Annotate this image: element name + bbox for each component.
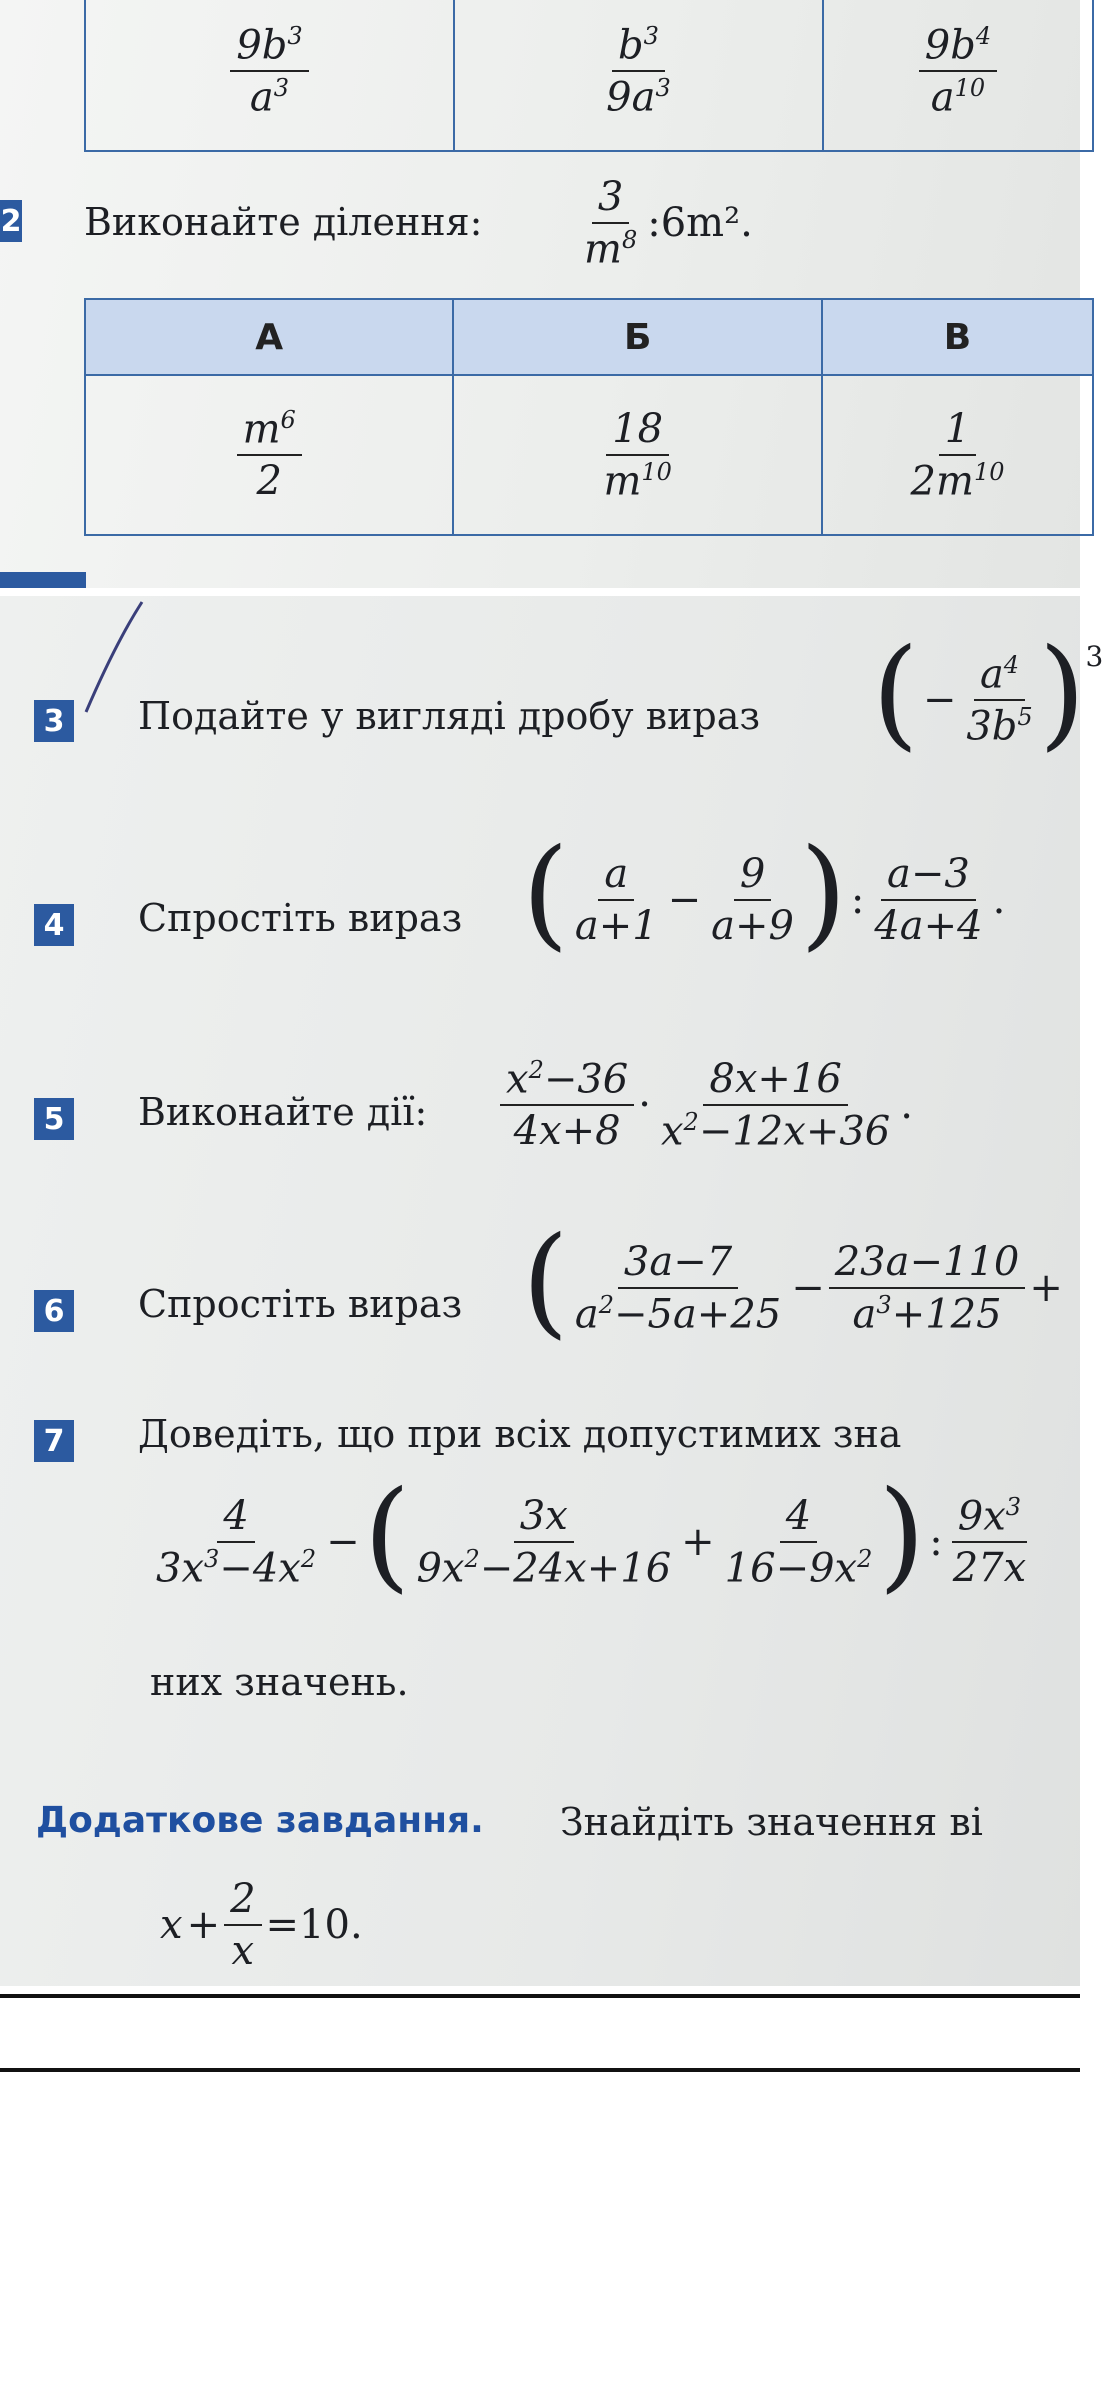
pen-mark-icon bbox=[64, 600, 144, 720]
photo-gap bbox=[0, 588, 1080, 596]
task6-expression: ( $\frac{3a-7}{a^2-5a+25}$ − $\frac{23a-110}{a^3+125}$ + bbox=[522, 1212, 1063, 1351]
task6-prompt: Спростіть вираз bbox=[138, 1282, 463, 1326]
task7-tail: них значень. bbox=[150, 1660, 409, 1704]
task5-prompt: Виконайте дії: bbox=[138, 1090, 428, 1134]
task3-badge: 3 bbox=[34, 700, 74, 742]
task2-tail: :6m². bbox=[647, 200, 753, 247]
extra-label: Додаткове завдання. bbox=[36, 1800, 484, 1841]
task5-expression: $\frac{x^2-36}{4x+8}$ · $\frac{8x+16}{x^2-12x+36}$ . bbox=[500, 1058, 917, 1152]
task4-prompt: Спростіть вираз bbox=[138, 896, 463, 940]
extra-prompt: Знайдіть значення ві bbox=[560, 1800, 983, 1844]
task3-prompt: Подайте у вигляді дробу вираз bbox=[138, 694, 761, 738]
table2-answer-c: $\frac{1}{2m^{10}}$ bbox=[822, 375, 1093, 535]
extra-equation-tail: =10. bbox=[265, 1902, 363, 1948]
task6-badge: 6 bbox=[34, 1290, 74, 1332]
task2-prompt: Виконайте ділення: bbox=[84, 200, 483, 244]
task2-expression: $\frac{3}{m^8}$ :6m². bbox=[584, 174, 753, 273]
table1-cell-c: $\frac{9b^4}{a^{10}}$ bbox=[823, 0, 1093, 151]
table1-cell-a: $\frac{9b^3}{a^3}$ bbox=[85, 0, 454, 151]
task4-badge: 4 bbox=[34, 904, 74, 946]
task5-badge: 5 bbox=[34, 1098, 74, 1140]
blue-strip bbox=[0, 572, 86, 588]
task7-badge: 7 bbox=[34, 1420, 74, 1462]
task4-expression: ( $\frac{a}{a+1}$ − $\frac{9}{a+9}$ ) : $\frac{a-3}{4a+4}$ . bbox=[522, 824, 1006, 963]
table2-answer-b: $\frac{18}{m^{10}}$ bbox=[453, 375, 822, 535]
extra-equation: x + $\frac{2}{x}$ =10. bbox=[160, 1876, 363, 1974]
divider-bottom bbox=[0, 2068, 1080, 2072]
divider-top bbox=[0, 1994, 1080, 1998]
task7-prompt: Доведіть, що при всіх допустимих зна bbox=[138, 1412, 902, 1456]
table2-header-a: А bbox=[85, 299, 453, 375]
task7-expression: $\frac{4}{3x^3-4x^2}$ − ( $\frac{3x}{9x^2-24x+16}$ + $\frac{4}{16-9x^2}$ ) : $\frac{9x^3}{27x}$ bbox=[156, 1466, 1027, 1605]
answer-table-2 bbox=[84, 298, 1094, 536]
table2-answer-a: $\frac{m^6}{2}$ bbox=[85, 375, 453, 535]
photo-top bbox=[0, 0, 1080, 588]
task2-badge: 2 bbox=[0, 200, 22, 242]
table2-header-b: Б bbox=[453, 299, 822, 375]
table2-header-c: В bbox=[822, 299, 1093, 375]
table1-cell-b: $\frac{b^3}{9a^3}$ bbox=[454, 0, 823, 151]
answer-table-1 bbox=[84, 0, 1094, 152]
task3-expression: ( − $\frac{a^4}{3b^5}$ ) $^3$ bbox=[872, 624, 1103, 763]
